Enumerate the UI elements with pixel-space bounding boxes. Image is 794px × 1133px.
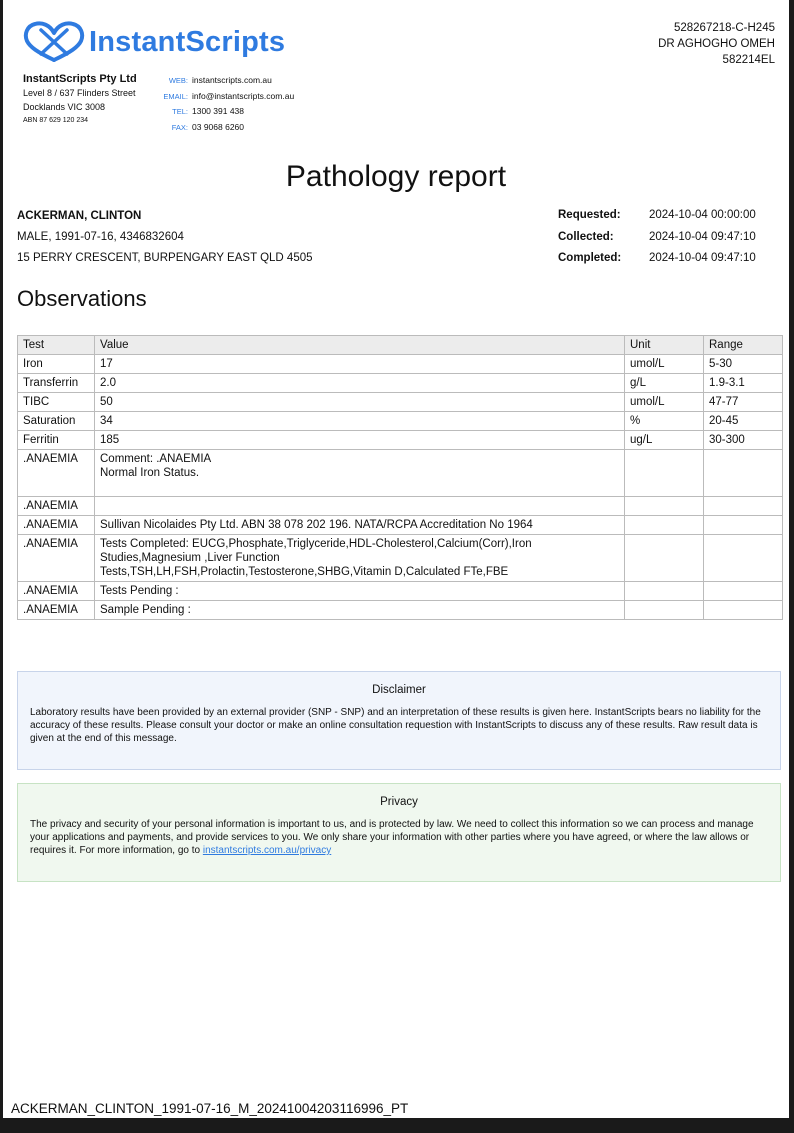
cell-value-line: 185 <box>100 434 120 446</box>
cell-value-line: Sample Pending : <box>100 604 191 616</box>
table-row <box>18 535 783 582</box>
privacy-text-block <box>30 818 768 857</box>
cell-range <box>704 516 783 535</box>
cell-test: Saturation <box>18 412 95 431</box>
table-row <box>18 431 783 450</box>
cell-range: 47-77 <box>704 393 783 412</box>
brand-logo <box>23 18 285 66</box>
doctor-name: DR AGHOGHO OMEH <box>658 38 775 50</box>
table-row <box>18 412 783 431</box>
cell-test: .ANAEMIA <box>18 450 95 497</box>
viewer-bottom-strip <box>0 1118 794 1133</box>
footer-filename: ACKERMAN_CLINTON_1991-07-16_M_20241004203116996_PT <box>11 1101 409 1116</box>
cell-value-line <box>100 499 619 513</box>
observations-heading: Observations <box>17 286 147 311</box>
cell-range: 5-30 <box>704 355 783 374</box>
company-abn: ABN 87 629 120 234 <box>23 117 88 124</box>
cell-value-line: 50 <box>100 396 113 408</box>
cell-value-line: Tests Pending : <box>100 585 179 597</box>
privacy-box <box>17 783 781 882</box>
heart-logo-icon <box>23 20 85 64</box>
observations-body <box>18 355 783 620</box>
cell-value <box>95 431 625 450</box>
table-row <box>18 582 783 601</box>
cell-value <box>95 582 625 601</box>
patient-address: 15 PERRY CRESCENT, BURPENGARY EAST QLD 4505 <box>17 252 313 264</box>
cell-range <box>704 582 783 601</box>
disclaimer-box <box>17 671 781 770</box>
cell-value-line: Studies,Magnesium ,Liver Function <box>100 552 280 564</box>
patient-name: ACKERMAN, CLINTON <box>17 210 142 222</box>
table-row <box>18 374 783 393</box>
cell-value <box>95 450 625 497</box>
contact-label: EMAIL: <box>163 91 188 101</box>
cell-unit <box>625 450 704 497</box>
contact-tel <box>148 104 294 120</box>
date-label: Completed: <box>558 252 622 264</box>
cell-value <box>95 535 625 582</box>
cell-unit <box>625 601 704 620</box>
cell-value-line: Tests Completed: EUCG,Phosphate,Triglyceride,HDL-Cholesterol,Calcium(Corr),Iron <box>100 538 532 550</box>
date-value: 2024-10-04 09:47:10 <box>649 230 756 243</box>
tel-value: 1300 391 438 <box>192 106 244 116</box>
cell-range <box>704 601 783 620</box>
fax-value: 03 9068 6260 <box>192 121 244 132</box>
privacy-link[interactable]: instantscripts.com.au/privacy <box>202 845 332 856</box>
cell-range <box>704 450 783 497</box>
cell-range: 30-300 <box>704 431 783 450</box>
table-row <box>18 497 783 516</box>
table-row <box>18 393 783 412</box>
cell-value <box>95 393 625 412</box>
report-dates <box>558 205 756 270</box>
cell-test: .ANAEMIA <box>18 535 95 582</box>
cell-value-line: Sullivan Nicolaides Pty Ltd. ABN 38 078 202 196. NATA/RCPA Accreditation No 1964 <box>100 519 533 531</box>
observations-table <box>17 335 783 620</box>
company-address-line2: Docklands VIC 3008 <box>23 102 106 112</box>
privacy-heading: Privacy <box>380 796 418 808</box>
contact-label: TEL: <box>172 107 188 116</box>
cell-value <box>95 601 625 620</box>
cell-test: .ANAEMIA <box>18 516 95 535</box>
table-row <box>18 355 783 374</box>
report-page <box>3 0 789 1120</box>
cell-value <box>95 412 625 431</box>
company-info <box>23 72 137 128</box>
provider-number: 582214EL <box>722 54 775 66</box>
date-value: 2024-10-04 09:47:10 <box>649 252 756 264</box>
cell-unit: umol/L <box>625 393 704 412</box>
cell-unit: ug/L <box>625 431 704 450</box>
cell-test: .ANAEMIA <box>18 601 95 620</box>
cell-range <box>704 497 783 516</box>
cell-unit: g/L <box>625 374 704 393</box>
cell-test: Iron <box>18 355 95 374</box>
disclaimer-heading: Disclaimer <box>372 684 426 696</box>
privacy-text: The privacy and security of your personal information is important to us, and is protected by law. We need to collect this information so we can process and manage your applications and payments, and provide services to you. We only share your information with other parties where you have agreed, or where the law allows or requires it. For more information, go to <box>30 819 754 856</box>
cell-test: Ferritin <box>18 431 95 450</box>
web-link[interactable]: instantscripts.com.au <box>192 75 272 85</box>
cell-value-line: 34 <box>100 415 113 427</box>
cell-test: TIBC <box>18 393 95 412</box>
cell-value-line: 17 <box>100 358 113 370</box>
contact-web <box>148 73 294 89</box>
cell-unit <box>625 516 704 535</box>
table-row <box>18 601 783 620</box>
column-header-test: Test <box>18 336 95 355</box>
reference-id: 528267218-C-H245 <box>673 22 775 34</box>
cell-unit <box>625 582 704 601</box>
column-header-unit: Unit <box>625 336 704 355</box>
cell-value <box>95 355 625 374</box>
date-collected <box>558 227 756 249</box>
contact-label: WEB: <box>168 76 188 85</box>
cell-value-line: Tests,TSH,LH,FSH,Prolactin,Testosterone,SHBG,Vitamin D,Calculated FTe,FBE <box>100 566 509 578</box>
column-header-range: Range <box>704 336 783 355</box>
company-address-line1: Level 8 / 637 Flinders Street <box>23 88 136 98</box>
cell-range: 20-45 <box>704 412 783 431</box>
brand-name: InstantScripts <box>89 25 286 58</box>
contact-email <box>148 89 294 105</box>
table-header-row <box>18 336 783 355</box>
table-row <box>18 450 783 497</box>
contact-info <box>148 73 294 135</box>
cell-test: .ANAEMIA <box>18 582 95 601</box>
cell-unit <box>625 497 704 516</box>
cell-unit: umol/L <box>625 355 704 374</box>
reference-block <box>658 20 775 68</box>
cell-test: .ANAEMIA <box>18 497 95 516</box>
page-title: Pathology report <box>285 160 507 193</box>
contact-fax <box>148 120 294 136</box>
cell-value-line: 2.0 <box>100 377 116 389</box>
column-header-value: Value <box>95 336 625 355</box>
patient-info <box>17 206 313 269</box>
contact-label: FAX: <box>171 122 188 132</box>
patient-details: MALE, 1991-07-16, 4346832604 <box>17 231 184 243</box>
company-name: InstantScripts Pty Ltd <box>23 73 137 85</box>
cell-value-line: Normal Iron Status. <box>100 467 200 479</box>
disclaimer-text: Laboratory results have been provided by an external provider (SNP - SNP) and an interpretation of these results is given here. InstantScripts bears no liability for the accuracy of these results. Please consult your doctor or make an online consultation requestion with InstantScripts to discuss any of these results. Raw result data is given at the end of this message. <box>30 707 761 744</box>
date-value: 2024-10-04 00:00:00 <box>649 209 756 221</box>
cell-test: Transferrin <box>18 374 95 393</box>
cell-range: 1.9-3.1 <box>704 374 783 393</box>
cell-value <box>95 516 625 535</box>
cell-unit <box>625 535 704 582</box>
email-link[interactable]: info@instantscripts.com.au <box>192 90 295 101</box>
cell-unit: % <box>625 412 704 431</box>
table-row <box>18 516 783 535</box>
cell-range <box>704 535 783 582</box>
cell-value-line <box>100 480 619 494</box>
date-label: Requested: <box>558 209 621 221</box>
date-label: Collected: <box>558 230 614 243</box>
cell-value <box>95 497 625 516</box>
cell-value <box>95 374 625 393</box>
date-completed <box>558 248 756 270</box>
cell-value-line: Comment: .ANAEMIA <box>100 453 212 465</box>
date-requested <box>558 205 756 227</box>
